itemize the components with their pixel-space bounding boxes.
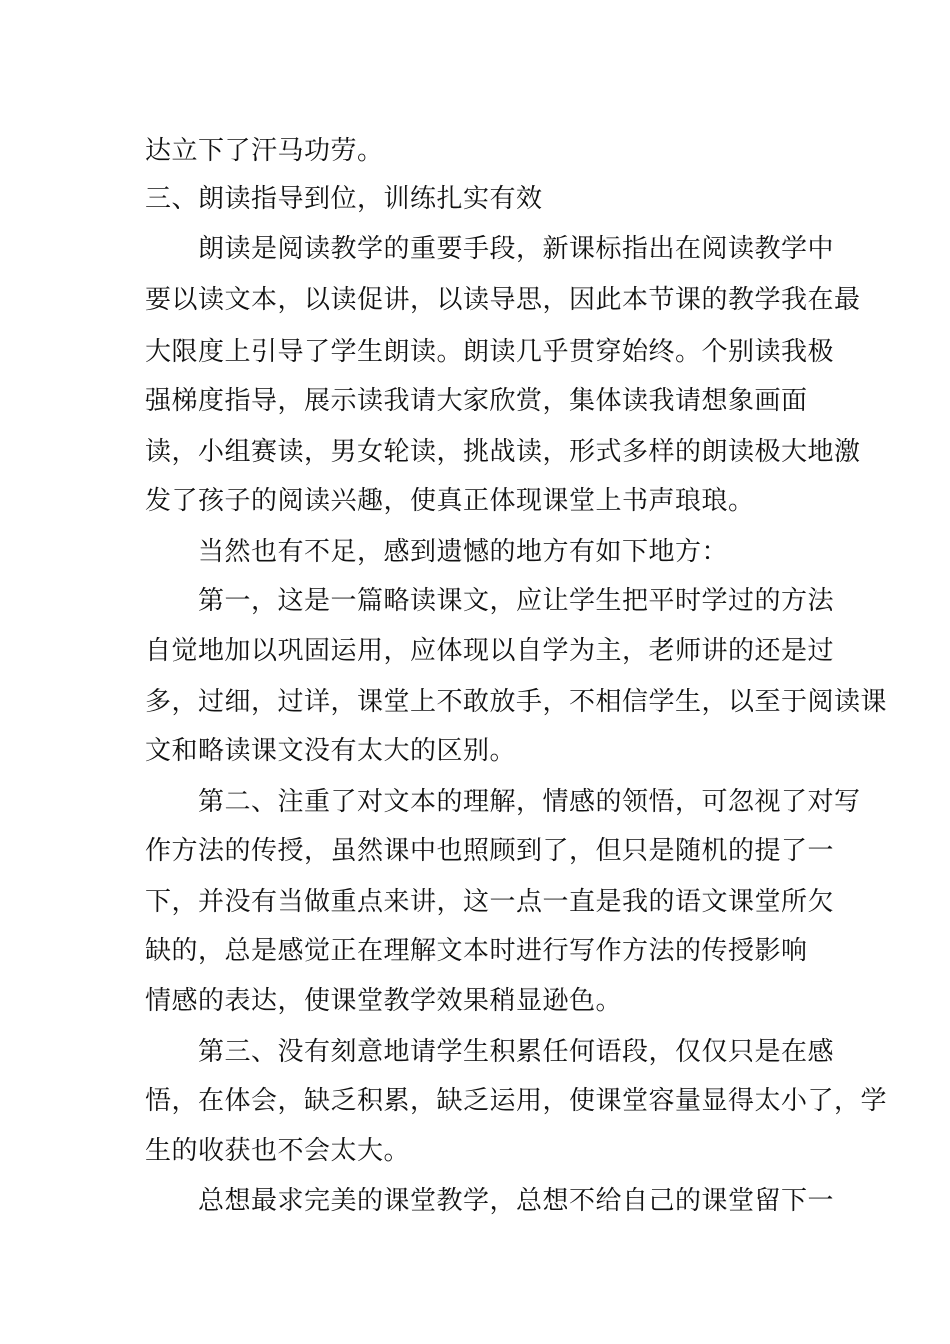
text-line: 作方法的传授，虽然课中也照顾到了，但只是随机的提了一 [145, 836, 835, 866]
text-line: 第二、注重了对文本的理解，情感的领悟，可忽视了对写 [145, 787, 861, 817]
text-line: 第一，这是一篇略读课文，应让学生把平时学过的方法 [145, 586, 835, 616]
text-line: 要以读文本，以读促讲，以读导思，因此本节课的教学我在最 [145, 285, 861, 315]
text-line: 强梯度指导，展示读我请大家欣赏，集体读我请想象画面 [145, 386, 808, 416]
text-line: 第三、没有刻意地请学生积累任何语段，仅仅只是在感 [145, 1037, 835, 1067]
text-line: 情感的表达，使课堂教学效果稍显逊色。 [145, 986, 623, 1016]
text-line: 文和略读课文没有太大的区别。 [145, 736, 517, 766]
text-line: 悟，在体会，缺乏积累，缺乏运用，使课堂容量显得太小了，学 [145, 1086, 888, 1116]
text-line: 缺的，总是感觉正在理解文本时进行写作方法的传授影响 [145, 936, 808, 966]
text-line: 下，并没有当做重点来讲，这一点一直是我的语文课堂所欠 [145, 887, 835, 917]
text-line: 朗读是阅读教学的重要手段，新课标指出在阅读教学中 [145, 234, 835, 264]
text-line: 总想最求完美的课堂教学，总想不给自己的课堂留下一 [145, 1186, 835, 1216]
text-line: 多，过细，过详，课堂上不敢放手，不相信学生，以至于阅读课 [145, 687, 888, 717]
text-line: 自觉地加以巩固运用，应体现以自学为主，老师讲的还是过 [145, 636, 835, 666]
text-line: 大限度上引导了学生朗读。朗读几乎贯穿始终。个别读我极 [145, 337, 835, 367]
section-heading: 三、朗读指导到位，训练扎实有效 [145, 184, 543, 214]
text-line: 达立下了汗马功劳。 [145, 136, 384, 166]
text-line: 生的收获也不会太大。 [145, 1136, 411, 1166]
text-line: 当然也有不足，感到遗憾的地方有如下地方： [145, 537, 729, 567]
text-line: 发了孩子的阅读兴趣，使真正体现课堂上书声琅琅。 [145, 486, 755, 516]
text-line: 读，小组赛读，男女轮读，挑战读，形式多样的朗读极大地激 [145, 437, 861, 467]
